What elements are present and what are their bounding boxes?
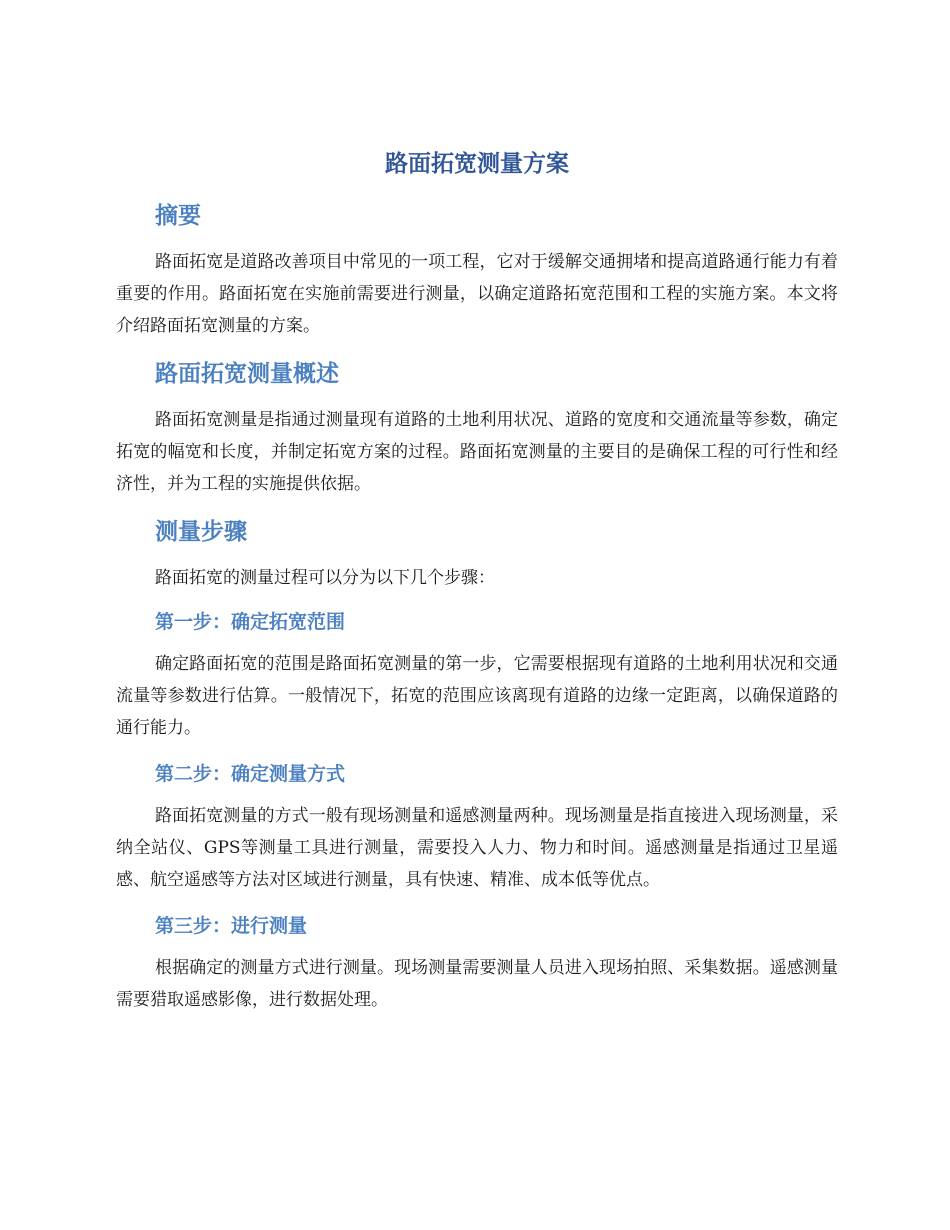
step-1-paragraph: 确定路面拓宽的范围是路面拓宽测量的第一步，它需要根据现有道路的土地利用状况和交通流量等参数进行估算。一般情况下，拓宽的范围应该离现有道路的边缘一定距离，以确保道路的通行能力。 <box>116 654 838 738</box>
section-heading-steps: 测量步骤 <box>155 519 247 545</box>
step-2-heading: 第二步：确定测量方式 <box>155 763 346 785</box>
section-heading-abstract: 摘要 <box>155 203 201 229</box>
document-body <box>116 146 838 1030</box>
section-heading-overview: 路面拓宽测量概述 <box>155 361 339 387</box>
step-3-paragraph: 根据确定的测量方式进行测量。现场测量需要测量人员进入现场拍照、采集数据。遥感测量需要猎取遥感影像，进行数据处理。 <box>116 958 838 1010</box>
document-title: 路面拓宽测量方案 <box>385 151 569 177</box>
overview-paragraph: 路面拓宽测量是指通过测量现有道路的土地利用状况、道路的宽度和交通流量等参数，确定拓宽的幅宽和长度，并制定拓宽方案的过程。路面拓宽测量的主要目的是确保工程的可行性和经济性，并为工程的实施提供依据。 <box>116 410 838 494</box>
abstract-paragraph: 路面拓宽是道路改善项目中常见的一项工程，它对于缓解交通拥堵和提高道路通行能力有着重要的作用。路面拓宽在实施前需要进行测量，以确定道路拓宽范围和工程的实施方案。本文将介绍路面拓宽测量的方案。 <box>116 252 838 336</box>
step-1-heading: 第一步：确定拓宽范围 <box>155 611 346 633</box>
step-3-heading: 第三步：进行测量 <box>155 915 308 937</box>
steps-intro-paragraph: 路面拓宽的测量过程可以分为以下几个步骤： <box>155 568 495 588</box>
step-2-paragraph: 路面拓宽测量的方式一般有现场测量和遥感测量两种。现场测量是指直接进入现场测量，采纳全站仪、GPS等测量工具进行测量，需要投入人力、物力和时间。遥感测量是指通过卫星遥感、航空遥感等方法对区域进行测量，具有快速、精准、成本低等优点。 <box>116 806 838 890</box>
